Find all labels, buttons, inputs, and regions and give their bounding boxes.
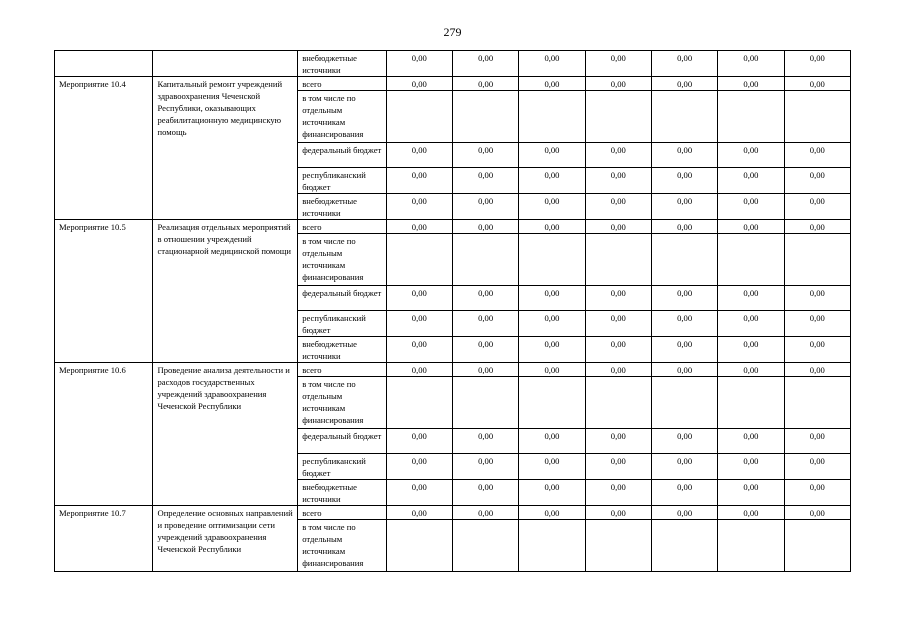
value-cell: 0,00 bbox=[386, 480, 452, 506]
value-cell: 0,00 bbox=[452, 220, 518, 234]
value-cell: 0,00 bbox=[651, 51, 717, 77]
source-cell: всего bbox=[298, 77, 386, 91]
value-cell: 0,00 bbox=[452, 194, 518, 220]
value-cell: 0,00 bbox=[585, 194, 651, 220]
source-cell: федеральный бюджет bbox=[298, 143, 386, 168]
value-cell: 0,00 bbox=[452, 480, 518, 506]
value-cell bbox=[452, 377, 518, 429]
value-cell: 0,00 bbox=[651, 311, 717, 337]
value-cell bbox=[718, 520, 784, 572]
value-cell: 0,00 bbox=[585, 363, 651, 377]
value-cell: 0,00 bbox=[452, 454, 518, 480]
source-cell: внебюджетные источники bbox=[298, 337, 386, 363]
value-cell: 0,00 bbox=[585, 337, 651, 363]
value-cell: 0,00 bbox=[585, 143, 651, 168]
value-cell: 0,00 bbox=[718, 194, 784, 220]
value-cell: 0,00 bbox=[452, 286, 518, 311]
value-cell: 0,00 bbox=[651, 337, 717, 363]
value-cell bbox=[452, 520, 518, 572]
page-number: 279 bbox=[443, 25, 462, 39]
value-cell: 0,00 bbox=[718, 77, 784, 91]
measure-label: Мероприятие 10.6 bbox=[55, 363, 153, 506]
measure-label: Мероприятие 10.4 bbox=[55, 77, 153, 220]
value-cell bbox=[519, 234, 585, 286]
measure-name: Капитальный ремонт учреждений здравоохранения Чеченской Республики, оказывающих реабилитационную медицинскую помощь bbox=[153, 77, 298, 220]
value-cell bbox=[651, 377, 717, 429]
source-cell: республиканский бюджет bbox=[298, 168, 386, 194]
value-cell bbox=[386, 91, 452, 143]
value-cell bbox=[651, 234, 717, 286]
measure-label: Мероприятие 10.5 bbox=[55, 220, 153, 363]
value-cell: 0,00 bbox=[651, 168, 717, 194]
value-cell: 0,00 bbox=[585, 480, 651, 506]
value-cell bbox=[386, 234, 452, 286]
value-cell: 0,00 bbox=[718, 143, 784, 168]
measure-name: Определение основных направлений и проведение оптимизации сети учреждений здравоохранения Чеченской Республики bbox=[153, 506, 298, 572]
value-cell: 0,00 bbox=[386, 220, 452, 234]
value-cell bbox=[784, 91, 850, 143]
value-cell: 0,00 bbox=[452, 77, 518, 91]
value-cell bbox=[784, 234, 850, 286]
value-cell: 0,00 bbox=[718, 480, 784, 506]
value-cell: 0,00 bbox=[651, 429, 717, 454]
value-cell: 0,00 bbox=[718, 337, 784, 363]
table-row bbox=[55, 506, 851, 520]
value-cell: 0,00 bbox=[651, 286, 717, 311]
value-cell bbox=[585, 91, 651, 143]
value-cell: 0,00 bbox=[784, 286, 850, 311]
value-cell bbox=[718, 91, 784, 143]
value-cell: 0,00 bbox=[718, 51, 784, 77]
value-cell: 0,00 bbox=[452, 168, 518, 194]
value-cell bbox=[452, 234, 518, 286]
source-cell: республиканский бюджет bbox=[298, 454, 386, 480]
value-cell: 0,00 bbox=[784, 337, 850, 363]
empty-cell bbox=[153, 51, 298, 77]
value-cell: 0,00 bbox=[651, 480, 717, 506]
value-cell: 0,00 bbox=[519, 311, 585, 337]
financing-table bbox=[54, 50, 851, 572]
value-cell: 0,00 bbox=[718, 429, 784, 454]
source-cell: в том числе по отдельным источникам финансирования bbox=[298, 91, 386, 143]
value-cell: 0,00 bbox=[519, 454, 585, 480]
value-cell: 0,00 bbox=[585, 286, 651, 311]
value-cell: 0,00 bbox=[651, 220, 717, 234]
value-cell bbox=[651, 520, 717, 572]
table-row bbox=[55, 77, 851, 91]
value-cell: 0,00 bbox=[784, 168, 850, 194]
value-cell bbox=[452, 91, 518, 143]
source-cell: республиканский бюджет bbox=[298, 311, 386, 337]
value-cell: 0,00 bbox=[452, 429, 518, 454]
value-cell: 0,00 bbox=[452, 363, 518, 377]
value-cell bbox=[651, 91, 717, 143]
value-cell: 0,00 bbox=[585, 220, 651, 234]
value-cell: 0,00 bbox=[784, 454, 850, 480]
source-cell: в том числе по отдельным источникам финансирования bbox=[298, 520, 386, 572]
value-cell: 0,00 bbox=[519, 194, 585, 220]
value-cell: 0,00 bbox=[386, 429, 452, 454]
value-cell bbox=[519, 377, 585, 429]
value-cell: 0,00 bbox=[386, 337, 452, 363]
value-cell bbox=[585, 234, 651, 286]
source-cell: внебюджетные источники bbox=[298, 194, 386, 220]
value-cell: 0,00 bbox=[386, 506, 452, 520]
value-cell: 0,00 bbox=[651, 194, 717, 220]
value-cell: 0,00 bbox=[519, 286, 585, 311]
value-cell: 0,00 bbox=[386, 51, 452, 77]
value-cell: 0,00 bbox=[651, 143, 717, 168]
value-cell bbox=[784, 520, 850, 572]
value-cell: 0,00 bbox=[519, 143, 585, 168]
empty-cell bbox=[55, 51, 153, 77]
value-cell: 0,00 bbox=[651, 506, 717, 520]
source-cell: всего bbox=[298, 220, 386, 234]
value-cell: 0,00 bbox=[718, 286, 784, 311]
source-cell: всего bbox=[298, 363, 386, 377]
source-cell: внебюджетные источники bbox=[298, 480, 386, 506]
value-cell: 0,00 bbox=[519, 220, 585, 234]
value-cell: 0,00 bbox=[784, 311, 850, 337]
value-cell: 0,00 bbox=[651, 363, 717, 377]
value-cell: 0,00 bbox=[585, 168, 651, 194]
value-cell bbox=[519, 520, 585, 572]
table-row bbox=[55, 51, 851, 77]
value-cell: 0,00 bbox=[519, 51, 585, 77]
value-cell: 0,00 bbox=[585, 311, 651, 337]
source-cell: в том числе по отдельным источникам финансирования bbox=[298, 234, 386, 286]
measure-name: Реализация отдельных мероприятий в отношении учреждений стационарной медицинской помощи bbox=[153, 220, 298, 363]
table-row bbox=[55, 363, 851, 377]
value-cell: 0,00 bbox=[718, 363, 784, 377]
value-cell: 0,00 bbox=[585, 77, 651, 91]
value-cell: 0,00 bbox=[386, 194, 452, 220]
source-cell: федеральный бюджет bbox=[298, 286, 386, 311]
value-cell: 0,00 bbox=[519, 429, 585, 454]
value-cell: 0,00 bbox=[386, 143, 452, 168]
source-cell: федеральный бюджет bbox=[298, 429, 386, 454]
value-cell: 0,00 bbox=[718, 168, 784, 194]
value-cell: 0,00 bbox=[784, 77, 850, 91]
value-cell bbox=[386, 377, 452, 429]
value-cell: 0,00 bbox=[718, 506, 784, 520]
value-cell: 0,00 bbox=[519, 337, 585, 363]
value-cell bbox=[386, 520, 452, 572]
value-cell: 0,00 bbox=[651, 454, 717, 480]
value-cell: 0,00 bbox=[519, 506, 585, 520]
source-cell: в том числе по отдельным источникам финансирования bbox=[298, 377, 386, 429]
value-cell: 0,00 bbox=[452, 51, 518, 77]
value-cell: 0,00 bbox=[784, 51, 850, 77]
value-cell: 0,00 bbox=[519, 480, 585, 506]
value-cell: 0,00 bbox=[386, 286, 452, 311]
measure-label: Мероприятие 10.7 bbox=[55, 506, 153, 572]
source-cell: всего bbox=[298, 506, 386, 520]
value-cell bbox=[784, 377, 850, 429]
value-cell: 0,00 bbox=[386, 454, 452, 480]
value-cell: 0,00 bbox=[784, 194, 850, 220]
measure-name: Проведение анализа деятельности и расходов государственных учреждений здравоохранения Чеченской Республики bbox=[153, 363, 298, 506]
value-cell: 0,00 bbox=[386, 77, 452, 91]
value-cell bbox=[585, 520, 651, 572]
value-cell bbox=[585, 377, 651, 429]
value-cell: 0,00 bbox=[585, 429, 651, 454]
value-cell bbox=[718, 234, 784, 286]
value-cell: 0,00 bbox=[784, 363, 850, 377]
source-cell: внебюджетные источники bbox=[298, 51, 386, 77]
value-cell bbox=[718, 377, 784, 429]
value-cell: 0,00 bbox=[784, 429, 850, 454]
value-cell: 0,00 bbox=[452, 506, 518, 520]
value-cell: 0,00 bbox=[585, 454, 651, 480]
value-cell: 0,00 bbox=[784, 480, 850, 506]
value-cell: 0,00 bbox=[585, 51, 651, 77]
value-cell: 0,00 bbox=[784, 506, 850, 520]
value-cell: 0,00 bbox=[452, 337, 518, 363]
value-cell: 0,00 bbox=[452, 143, 518, 168]
value-cell: 0,00 bbox=[718, 220, 784, 234]
value-cell bbox=[519, 91, 585, 143]
value-cell: 0,00 bbox=[718, 311, 784, 337]
value-cell: 0,00 bbox=[386, 168, 452, 194]
value-cell: 0,00 bbox=[386, 311, 452, 337]
value-cell: 0,00 bbox=[585, 506, 651, 520]
table-row bbox=[55, 220, 851, 234]
value-cell: 0,00 bbox=[519, 363, 585, 377]
value-cell: 0,00 bbox=[519, 77, 585, 91]
value-cell: 0,00 bbox=[784, 143, 850, 168]
value-cell: 0,00 bbox=[651, 77, 717, 91]
value-cell: 0,00 bbox=[718, 454, 784, 480]
value-cell: 0,00 bbox=[784, 220, 850, 234]
value-cell: 0,00 bbox=[386, 363, 452, 377]
value-cell: 0,00 bbox=[519, 168, 585, 194]
value-cell: 0,00 bbox=[452, 311, 518, 337]
